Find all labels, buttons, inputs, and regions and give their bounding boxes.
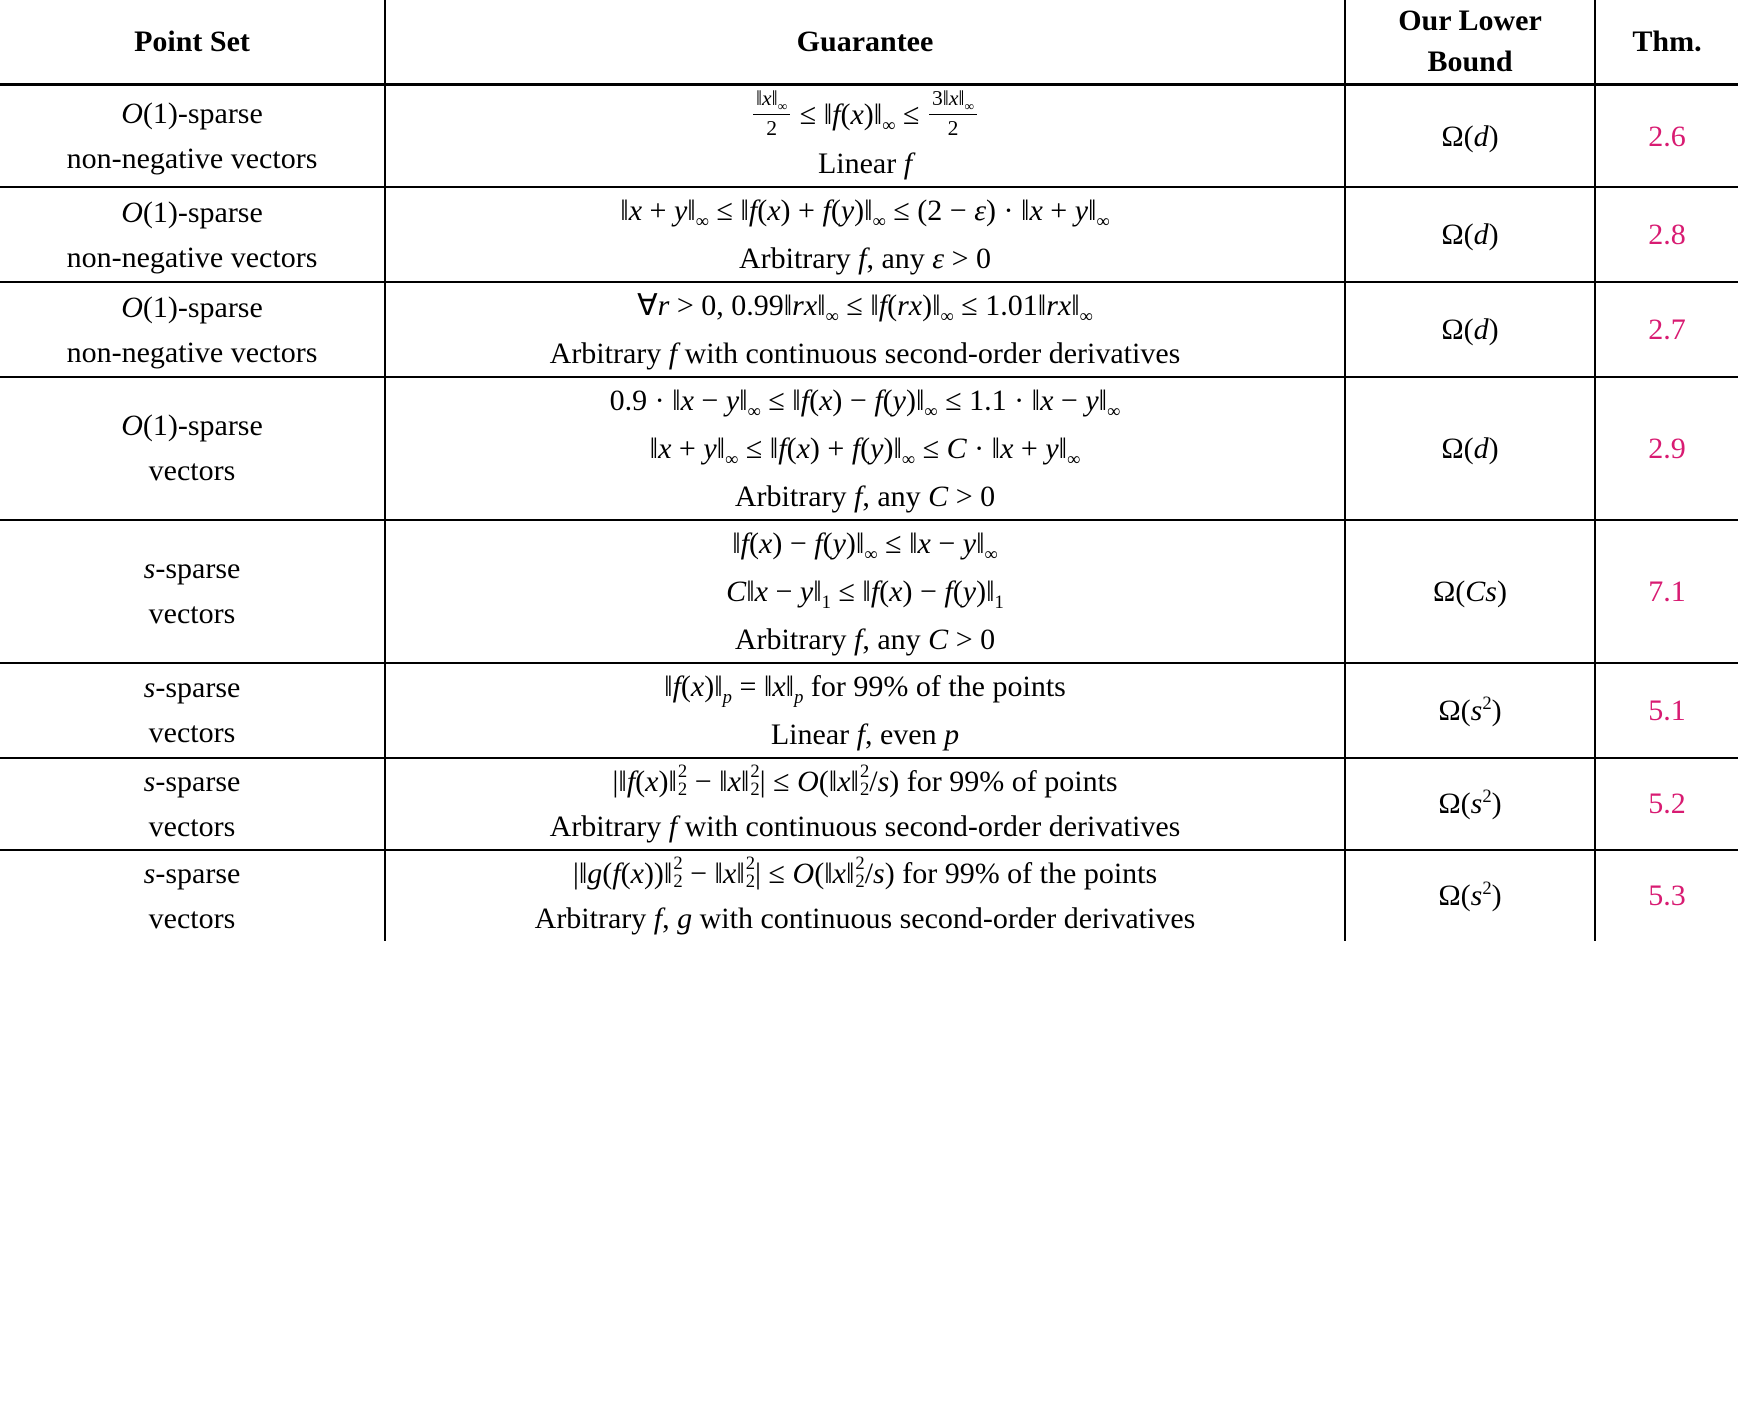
thm-ref: 2.9 <box>1648 431 1686 465</box>
cell-thm <box>1595 188 1738 281</box>
guarantee-line-2: ‖x + $y‖_\infty$ ≤ ‖f(x) + $f(y)‖_\infty \le C$ · ‖x + $y‖_\infty$ <box>649 431 1081 470</box>
guarantee-line-2: Linear f <box>817 147 913 181</box>
table-row <box>0 851 1738 941</box>
lower-bound-value: Ω(d) <box>1441 218 1499 252</box>
cell-lower-bound <box>1345 759 1595 849</box>
point-set-line-2: vectors <box>148 454 236 488</box>
cell-thm <box>1595 664 1738 757</box>
point-set-line-2: vectors <box>148 716 236 750</box>
header-lower-bound-line2: Bound <box>1427 45 1513 79</box>
thm-ref: 2.6 <box>1648 119 1686 153</box>
header-lower-bound-line1: Our Lower <box>1398 4 1542 37</box>
point-set-line-1: O(1)-sparse <box>121 195 263 229</box>
cell-point-set <box>0 378 385 519</box>
thm-ref: 5.3 <box>1648 879 1686 913</box>
point-set-line-1: s-sparse <box>143 671 241 705</box>
cell-point-set <box>0 86 385 187</box>
thm-ref: 7.1 <box>1648 574 1686 608</box>
guarantee-line-1: ∀r > 0, $0.99‖rx‖_\infty$ ≤ $‖f(rx)‖_\infty$ ≤ $1.01‖rx‖_\infty$ <box>637 289 1093 328</box>
guarantee-line-2: Arbitrary f, any ε > 0 <box>738 242 992 276</box>
cell-point-set <box>0 851 385 941</box>
table-row <box>0 664 1738 757</box>
header-thm-label: Thm. <box>1632 24 1702 58</box>
lower-bound-value: Ω(Cs) <box>1433 574 1507 608</box>
thm-ref: 5.2 <box>1648 787 1686 821</box>
cell-point-set <box>0 188 385 281</box>
table-row <box>0 283 1738 376</box>
cell-lower-bound <box>1345 851 1595 941</box>
guarantee-line-2: Arbitrary f with continuous second-order derivatives <box>549 809 1181 843</box>
guarantee-line-1: $\frac{‖x‖_\infty}{2}$ ≤ $‖f(x)‖_\infty$ ≤ $\frac{3‖x‖_\infty}{2}$ <box>386 86 1344 142</box>
guarantee-line-3: Arbitrary f, any C > 0 <box>734 479 996 513</box>
cell-point-set <box>0 283 385 376</box>
cell-guarantee <box>385 378 1345 519</box>
point-set-line-2: non-negative vectors <box>66 240 318 274</box>
cell-guarantee <box>385 188 1345 281</box>
header-guarantee-label: Guarantee <box>796 24 934 58</box>
cell-guarantee <box>385 521 1345 662</box>
guarantee-line-2: Arbitrary f, g with continuous second-order derivatives <box>534 901 1196 935</box>
cell-lower-bound <box>1345 188 1595 281</box>
point-set-line-1: O(1)-sparse <box>121 290 263 324</box>
point-set-line-2: vectors <box>148 901 236 935</box>
point-set-line-2: non-negative vectors <box>66 335 318 369</box>
header-thm <box>1595 0 1738 83</box>
guarantee-line-1: $‖f(x)‖_p$ = $‖x‖_p$ for 99% of the points <box>664 669 1066 708</box>
point-set-line-2: non-negative vectors <box>66 142 318 176</box>
table-row <box>0 759 1738 849</box>
lower-bound-value: Ω(d) <box>1441 431 1499 465</box>
guarantee-line-1: ‖x + $y‖_\infty$ ≤ ‖f(x) + $f(y)‖_\infty \le (2 - \varepsilon)$ · ‖x + $y‖_\infty$ <box>620 194 1110 233</box>
guarantee-line-2: Linear f, even p <box>770 717 960 751</box>
cell-lower-bound <box>1345 378 1595 519</box>
thm-ref: 5.1 <box>1648 693 1686 727</box>
cell-thm <box>1595 283 1738 376</box>
cell-thm <box>1595 521 1738 662</box>
guarantee-line-2: C‖x − $y‖_1$ ≤ ‖f(x) − $f(y)‖_1$ <box>726 574 1004 613</box>
cell-thm <box>1595 851 1738 941</box>
cell-point-set <box>0 759 385 849</box>
point-set-line-1: O(1)-sparse <box>121 409 263 443</box>
table-row <box>0 86 1738 187</box>
cell-point-set <box>0 664 385 757</box>
cell-thm <box>1595 378 1738 519</box>
thm-ref: 2.7 <box>1648 313 1686 347</box>
cell-guarantee <box>385 851 1345 941</box>
cell-guarantee <box>385 86 1345 187</box>
cell-guarantee <box>385 283 1345 376</box>
point-set-line-1: s-sparse <box>143 764 241 798</box>
cell-thm <box>1595 759 1738 849</box>
lower-bound-value: $\Omega(s^2)$ <box>1438 692 1502 727</box>
cell-thm <box>1595 86 1738 187</box>
point-set-line-1: O(1)-sparse <box>121 97 263 131</box>
guarantee-line-1: |‖f(x)‖ 2 2 − ‖x‖ 2 2 | ≤ O(‖x‖ 2 2 /s) for 99% of points <box>612 760 1118 801</box>
cell-lower-bound <box>1345 664 1595 757</box>
guarantee-line-1: ‖f(x) − $f(y)‖_\infty$ ≤ ‖x − $y‖_\infty$ <box>732 526 998 565</box>
point-set-line-2: vectors <box>148 809 236 843</box>
lower-bound-value: $\Omega(s^2)$ <box>1438 786 1502 821</box>
guarantee-line-3: Arbitrary f, any C > 0 <box>734 622 996 656</box>
table-row <box>0 188 1738 281</box>
header-lower-bound <box>1345 0 1595 83</box>
table-header-row <box>0 0 1738 83</box>
point-set-line-1: s-sparse <box>143 856 241 890</box>
header-point-set <box>0 0 385 83</box>
cell-point-set <box>0 521 385 662</box>
point-set-line-2: vectors <box>148 597 236 631</box>
guarantee-line-1: 0.9 · ‖x − $y‖_\infty$ ≤ ‖f(x) − $f(y)‖_\infty \le 1.1$ · ‖x − $y‖_\infty$ <box>609 384 1121 423</box>
lower-bound-value: $\Omega(s^2)$ <box>1438 878 1502 913</box>
guarantee-line-1: |‖g(f(x))‖ 2 2 − ‖x‖ 2 2 | ≤ O(‖x‖ 2 2 /s) for 99% of the points <box>572 852 1158 893</box>
table-row <box>0 378 1738 519</box>
cell-lower-bound <box>1345 521 1595 662</box>
lower-bound-value: Ω(d) <box>1441 119 1499 153</box>
cell-guarantee <box>385 759 1345 849</box>
table-row <box>0 521 1738 662</box>
guarantee-line-2: Arbitrary f with continuous second-order derivatives <box>549 337 1181 371</box>
cell-lower-bound <box>1345 86 1595 187</box>
point-set-line-1: s-sparse <box>143 552 241 586</box>
cell-lower-bound <box>1345 283 1595 376</box>
lower-bound-value: Ω(d) <box>1441 313 1499 347</box>
header-guarantee <box>385 0 1345 83</box>
cell-guarantee <box>385 664 1345 757</box>
thm-ref: 2.8 <box>1648 218 1686 252</box>
header-point-set-label: Point Set <box>134 24 250 58</box>
